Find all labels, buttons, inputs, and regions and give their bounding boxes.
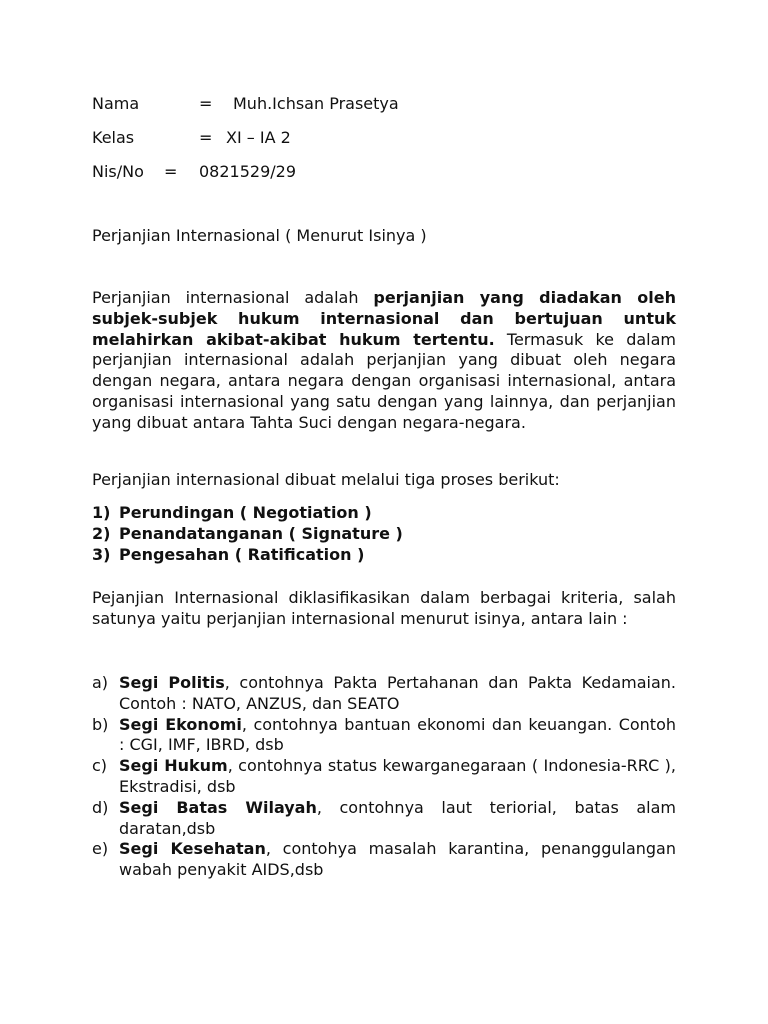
list-item (92, 673, 676, 715)
criteria-marker: b) (92, 714, 109, 734)
nama-value: Muh.Ichsan Prasetya (233, 94, 399, 113)
criteria-desc: , contohnya Pakta Pertahanan dan Pakta Kedamaian. Contoh : NATO, ANZUS, dan SEATO (119, 673, 676, 713)
intro-paragraph (92, 288, 676, 434)
criteria-desc: , contohnya laut teriorial, batas alam daratan,dsb (119, 797, 677, 838)
criteria-term: Segi Kesehatan (119, 839, 266, 859)
criteria-term: Segi Politis (119, 673, 225, 692)
criteria-term: Segi Batas Wilayah (119, 797, 317, 817)
criteria-marker: c) (92, 756, 108, 776)
nis-value: 0821529/29 (199, 162, 297, 181)
step-number: 1) (92, 503, 111, 522)
list-item (92, 524, 676, 545)
step-text: Pengesahan ( Ratification ) (119, 544, 365, 564)
list-item (92, 715, 676, 757)
intro-rest: Termasuk ke dalam perjanjian internasional adalah perjanjian yang dibuat oleh negara dengan negara, antara negara dengan organisasi internasional, antara organisasi internasional yang satu dengan yang lainnya, dan perjanjian yang dibuat antara Tahta Suci dengan negara-negara. (92, 329, 676, 432)
step-number: 2) (92, 523, 111, 543)
kelas-label: Kelas (92, 128, 135, 147)
kelas-value: XI – IA 2 (226, 128, 291, 147)
document-title: Perjanjian Internasional ( Menurut Isinya ) (92, 226, 427, 245)
criteria-term: Segi Ekonomi (119, 714, 242, 734)
criteria-marker: d) (92, 797, 109, 817)
process-steps-list (92, 503, 676, 565)
list-item (92, 798, 676, 840)
nama-separator: = (199, 94, 213, 113)
nis-separator: = (164, 162, 178, 181)
nis-label: Nis/No (92, 162, 144, 181)
nama-label: Nama (92, 94, 140, 113)
criteria-list (92, 673, 676, 881)
step-text: Penandatanganan ( Signature ) (119, 523, 403, 543)
kelas-separator: = (199, 128, 213, 147)
intro-definition: perjanjian yang diadakan oleh subjek-subjek hukum internasional dan bertujuan untuk melahirkan akibat-akibat hukum tertentu. (92, 288, 677, 349)
classification-intro: Pejanjian Internasional diklasifikasikan dalam berbagai kriteria, salah satunya yaitu perjanjian internasional menurut isinya, antara lain : (92, 588, 676, 628)
criteria-marker: a) (92, 673, 109, 692)
intro-lead: Perjanjian internasional adalah (92, 288, 374, 307)
list-item (92, 545, 676, 566)
criteria-desc: , contohnya bantuan ekonomi dan keuangan. Contoh : CGI, IMF, IBRD, dsb (119, 714, 676, 755)
criteria-desc: , contohnya status kewarganegaraan ( Indonesia-RRC ), Ekstradisi, dsb (119, 756, 676, 796)
criteria-marker: e) (92, 839, 109, 859)
list-item (92, 503, 676, 524)
criteria-desc: , contohya masalah karantina, penanggulangan wabah penyakit AIDS,dsb (119, 839, 676, 880)
list-item (92, 756, 676, 798)
process-intro: Perjanjian internasional dibuat melalui tiga proses berikut: (92, 470, 560, 489)
list-item (92, 839, 676, 881)
step-text: Perundingan ( Negotiation ) (119, 503, 372, 522)
criteria-term: Segi Hukum (119, 756, 228, 776)
step-number: 3) (92, 544, 111, 564)
